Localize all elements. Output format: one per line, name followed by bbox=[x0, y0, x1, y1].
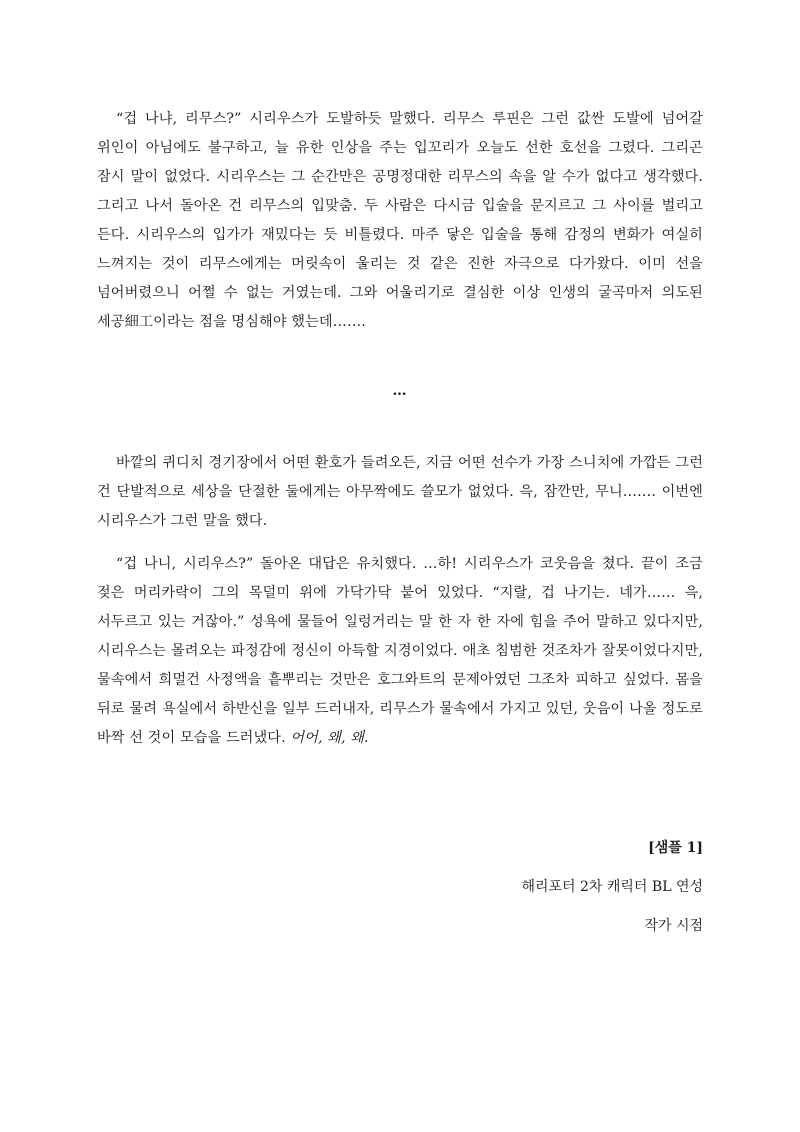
pov-line: 작가 시점 bbox=[644, 918, 703, 934]
paragraph-3 bbox=[97, 550, 703, 753]
section-separator: … bbox=[392, 383, 408, 399]
sample-tag: [샘플 1] bbox=[648, 840, 703, 856]
document-body bbox=[97, 105, 703, 946]
paragraph-3-text: “겁 나니, 시리우스?” 돌아온 대답은 유치했다. …하! 시리우스가 코웃음을 쳤다. 끝이 조금 젖은 머리카락이 그의 목덜미 위에 가닥가닥 붙어 있었다. “지랄, 겁 나기는. 네가…… 윽, 서두르고 있는 거잖아.” 성욕에 물들어 일렁거리는 말 한 자 한 자에 힘을 주어 말하고 있다지만, 시리우스는 몰려오는 파정감에 정신이 아득할 지경이었다. 애초 침범한 것조차가 잘못이었다지만, 물속에서 희멀건 사정액을 흩뿌리는 것만은 호그와트의 문제아였던 그조차 피하고 싶었다. 몸을 뒤로 물려 욕실에서 하반신을 일부 드러내자, 리무스가 물속에서 가지고 있던, 웃음이 나올 정도로 바짝 선 것이 모습을 드러냈다. bbox=[97, 556, 703, 746]
paragraph-2: 바깥의 퀴디치 경기장에서 어떤 환호가 들려오든, 지금 어떤 선수가 가장 스니치에 가깝든 그런 건 단발적으로 세상을 단절한 둘에게는 아무짝에도 쓸모가 없었다. 윽, 잠깐만, 무니……. 이번엔 시리우스가 그런 말을 했다. bbox=[97, 455, 703, 529]
genre-line: 해리포터 2차 캐릭터 BL 연성 bbox=[521, 879, 703, 895]
paragraph-3-italic: 어어, 왜, 왜. bbox=[290, 730, 369, 746]
paragraph-1: “겁 나냐, 리무스?” 시리우스가 도발하듯 말했다. 리무스 루핀은 그런 값싼 도발에 넘어갈 위인이 아님에도 불구하고, 늘 유한 인상을 주는 입꼬리가 오늘도 선한 호선을 그렸다. 그리곤 잠시 말이 없었다. 시리우스는 그 순간만은 공명정대한 리무스의 속을 알 수가 없다고 생각했다. 그리고 나서 돌아온 건 리무스의 입맞춤. 두 사람은 다시금 입술을 문지르고 그 사이를 벌리고 든다. 시리우스의 입가가 재밌다는 듯 비틀렸다. 마주 닿은 입술을 통해 감정의 변화가 여실히 느껴지는 것이 리무스에게는 머릿속이 울리는 것 같은 진한 자극으로 다가왔다. 이미 선을 넘어버렸으니 어쩔 수 없는 거였는데. 그와 어울리기로 결심한 이상 인생의 굴곡마저 의도된 세공細工이라는 점을 명심해야 했는데……. bbox=[97, 111, 703, 330]
